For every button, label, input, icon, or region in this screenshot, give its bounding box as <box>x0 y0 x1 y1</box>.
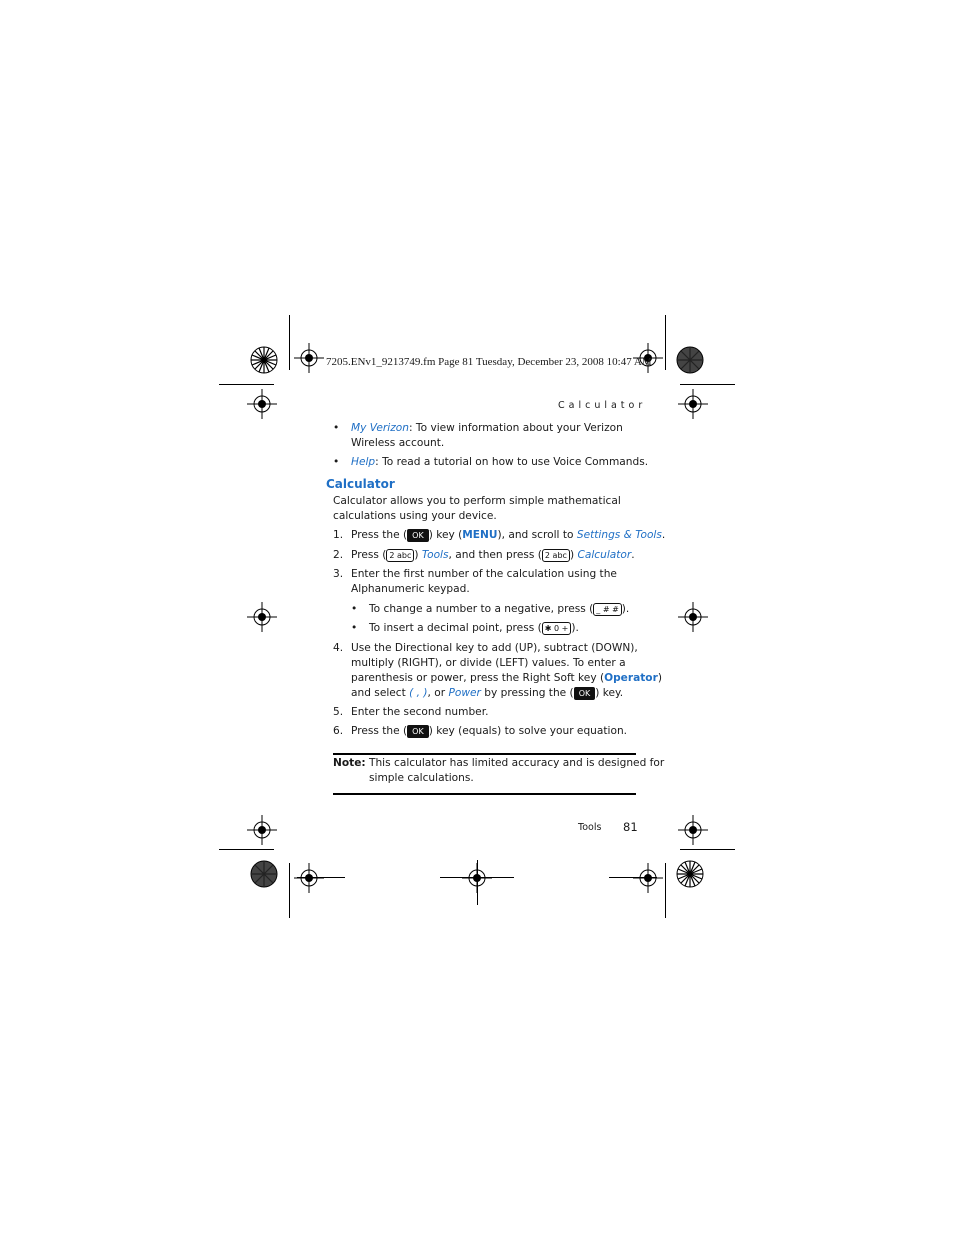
registration-target-icon <box>294 343 324 373</box>
starburst-mark-icon <box>250 346 278 374</box>
link-my-verizon[interactable]: My Verizon <box>351 422 409 434</box>
ok-key-icon: OK <box>407 725 429 738</box>
two-key-icon: 2 abc <box>542 549 570 562</box>
link-power[interactable]: Power <box>448 687 481 699</box>
starburst-mark-icon <box>250 860 278 888</box>
running-header: Calculator <box>558 400 647 411</box>
registration-target-icon <box>678 602 708 632</box>
intro-paragraph: Calculator allows you to perform simple mathematical calculations using your device. <box>333 495 621 522</box>
page-number: 81 <box>623 820 638 834</box>
starburst-mark-icon <box>676 860 704 888</box>
link-calculator[interactable]: Calculator <box>577 549 632 561</box>
print-header: 7205.ENv1_9213749.fm Page 81 Tuesday, December 23, 2008 10:47 AM <box>326 356 652 368</box>
note-rule-bottom <box>333 793 636 795</box>
registration-target-icon <box>678 389 708 419</box>
star-key-icon: ✱ 0 + <box>542 622 572 635</box>
starburst-mark-icon <box>676 346 704 374</box>
footer-section: Tools <box>578 822 602 833</box>
link-tools[interactable]: Tools <box>421 549 449 561</box>
registration-target-icon <box>247 389 277 419</box>
ok-key-icon: OK <box>574 687 596 700</box>
pound-key-icon: _ # # <box>593 603 622 616</box>
ok-key-icon: OK <box>407 529 429 542</box>
note-rule-top <box>333 753 636 755</box>
two-key-icon: 2 abc <box>386 549 414 562</box>
section-title: Calculator <box>326 477 395 491</box>
link-settings-tools[interactable]: Settings & Tools <box>576 529 662 541</box>
link-help[interactable]: Help <box>351 456 376 468</box>
registration-target-icon <box>247 602 277 632</box>
registration-target-icon <box>633 863 663 893</box>
registration-target-icon <box>294 863 324 893</box>
registration-target-icon <box>247 815 277 845</box>
registration-target-icon <box>678 815 708 845</box>
